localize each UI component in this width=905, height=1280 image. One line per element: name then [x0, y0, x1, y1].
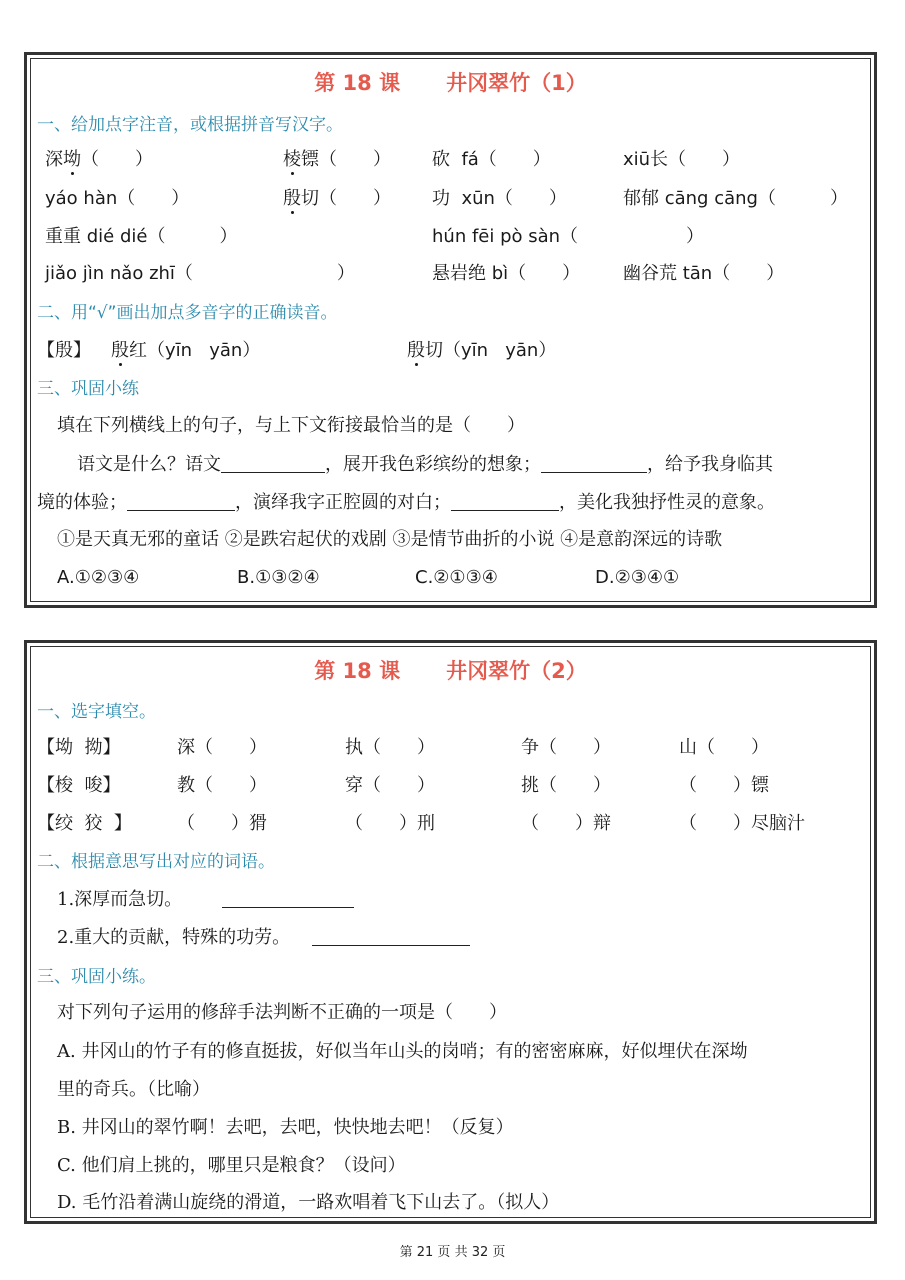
text: ，给予我身临其	[647, 454, 773, 475]
fill-item: （ ）刑	[345, 813, 435, 834]
exercise-item: 殷切（yīn yān）	[407, 340, 557, 361]
exercise-item: 砍 fá（ ）	[432, 149, 551, 170]
lesson-2-title	[27, 661, 874, 682]
exercise-item: 殷红（yīn yān）	[111, 340, 261, 361]
exercise-item: 郁郁 cāng cāng（ ）	[623, 188, 848, 209]
exercise-item: hún fēi pò sàn（ ）	[432, 226, 705, 247]
fill-item: 争（ ）	[521, 737, 611, 758]
exercise-item: 功 xūn（ ）	[432, 188, 567, 209]
question-line	[37, 494, 775, 512]
option-a: A. 井冈山的竹子有的修直挺拔，好似当年山头的岗哨；有的密密麻麻，好似埋伏在深坳	[57, 1041, 748, 1062]
definition-item	[57, 929, 470, 947]
exercise-item: 殷切（ ）	[283, 188, 391, 209]
blank-line	[127, 509, 235, 511]
blank-line	[541, 471, 647, 473]
question-stem: 填在下列横线上的句子，与上下文衔接最恰当的是（ ）	[57, 415, 525, 436]
fill-item: 教（ ）	[177, 775, 267, 796]
blank-line	[312, 944, 470, 946]
option-a: A.①②③④	[57, 567, 140, 588]
fill-item: （ ）辩	[521, 813, 611, 834]
fill-item: 挑（ ）	[521, 775, 611, 796]
section-heading: 三、巩固小练	[37, 379, 139, 399]
exercise-item: 重重 dié dié（ ）	[45, 226, 238, 247]
lesson-name: 井冈翠竹（1）	[446, 71, 587, 95]
section-heading: 三、巩固小练。	[37, 967, 156, 987]
text: 1.深厚而急切。	[57, 889, 183, 910]
section-heading: 二、用“√”画出加点多音字的正确读音。	[37, 303, 338, 323]
blank-line	[222, 906, 354, 908]
blank-line	[221, 471, 325, 473]
section-heading: 二、根据意思写出对应的词语。	[37, 852, 275, 872]
fill-item: 执（ ）	[345, 737, 435, 758]
definition-item	[57, 891, 354, 909]
exercise-item: 幽谷荒 tān（ ）	[623, 263, 785, 284]
fill-item: 穿（ ）	[345, 775, 435, 796]
exercise-item: 悬岩绝 bì（ ）	[432, 263, 581, 284]
char-group: 【梭 唆】	[37, 775, 121, 796]
option-b: B. 井冈山的翠竹啊！去吧，去吧，快快地去吧！（反复）	[57, 1117, 514, 1138]
fill-item: （ ）猾	[177, 813, 267, 834]
option-d: D.②③④①	[595, 567, 680, 588]
question-line	[77, 456, 773, 474]
blank-line	[451, 509, 559, 511]
fill-item: 深（ ）	[177, 737, 267, 758]
option-b: B.①③②④	[237, 567, 320, 588]
char-group: 【绞 狡 】	[37, 813, 132, 834]
char-group: 【坳 拗】	[37, 737, 121, 758]
fill-item: 山（ ）	[679, 737, 769, 758]
option-c: C. 他们肩上挑的，哪里只是粮食？（设问）	[57, 1155, 406, 1176]
exercise-item: yáo hàn（ ）	[45, 188, 190, 209]
answer-items: ①是天真无邪的童话 ②是跌宕起伏的戏剧 ③是情节曲折的小说 ④是意韵深远的诗歌	[57, 529, 723, 550]
lesson-number: 第 18 课	[314, 71, 401, 95]
section-heading: 一、给加点字注音，或根据拼音写汉字。	[37, 115, 343, 135]
lesson-2-panel	[24, 640, 877, 1224]
lesson-1-panel	[24, 52, 877, 608]
section-heading: 一、选字填空。	[37, 702, 156, 722]
option-a-cont: 里的奇兵。（比喻）	[57, 1079, 210, 1100]
lesson-1-title	[27, 73, 874, 94]
exercise-item: jiǎo jìn nǎo zhī（ ）	[45, 263, 355, 284]
fill-item: （ ）尽脑汁	[679, 813, 805, 834]
lesson-name: 井冈翠竹（2）	[446, 659, 587, 683]
exercise-item: xiū长（ ）	[623, 149, 741, 170]
polyphone-char: 【殷】	[37, 340, 91, 361]
lesson-number: 第 18 课	[314, 659, 401, 683]
exercise-item: 棱镖（ ）	[283, 149, 391, 170]
fill-item: （ ）镖	[679, 775, 769, 796]
question-stem: 对下列句子运用的修辞手法判断不正确的一项是（ ）	[57, 1002, 507, 1023]
text: ，美化我独抒性灵的意象。	[559, 492, 775, 513]
text: ，展开我色彩缤纷的想象；	[325, 454, 541, 475]
text: ，演绎我字正腔圆的对白；	[235, 492, 451, 513]
exercise-item: 深坳（ ）	[45, 149, 153, 170]
page-number: 第 21 页 共 32 页	[399, 1245, 506, 1260]
text: 语文是什么？语文	[77, 454, 221, 475]
text: 境的体验；	[37, 492, 127, 513]
option-c: C.②①③④	[415, 567, 498, 588]
text: 2.重大的贡献，特殊的功劳。	[57, 927, 291, 948]
option-d: D. 毛竹沿着满山旋绕的滑道，一路欢唱着飞下山去了。（拟人）	[57, 1192, 560, 1213]
